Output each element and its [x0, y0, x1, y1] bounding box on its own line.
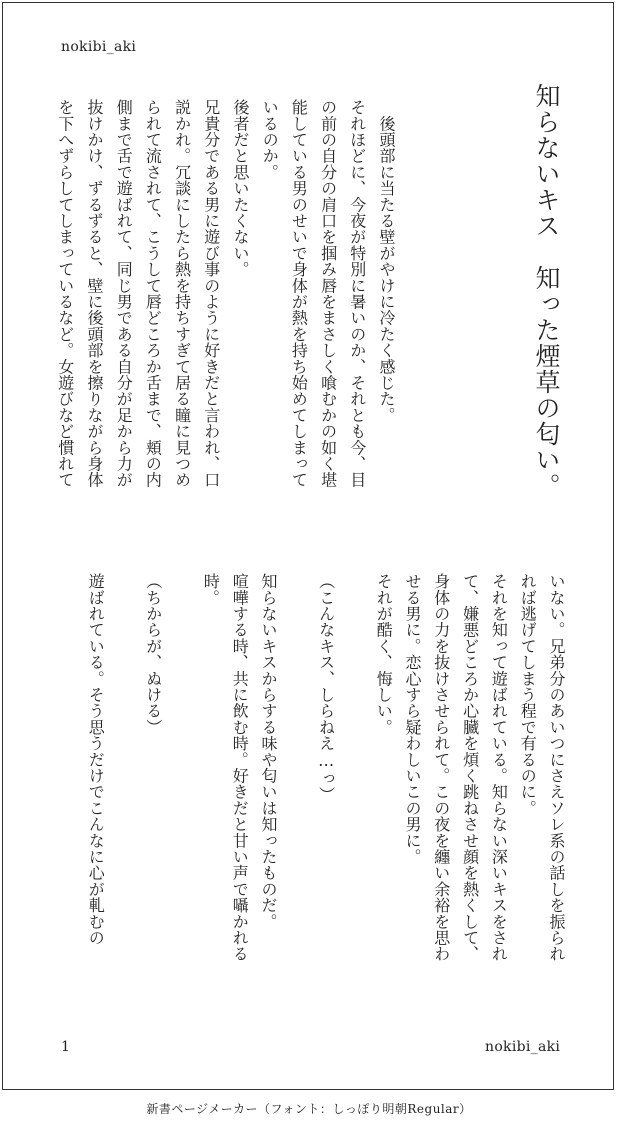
- font-credit: 新書ページメーカー（フォント：しっぽり明朝Regular）: [146, 1102, 472, 1116]
- text-column: 後者だと思いたくない。: [231, 99, 250, 278]
- author-name-footer: nokibi_aki: [485, 1039, 561, 1055]
- text-column: それを知って遊ばれている。知らない深いキスをされ: [489, 573, 509, 962]
- text-column: せる男に。恋心すら疑わしいこの男に。: [403, 573, 422, 865]
- text-column: を下へずらしてしまっているなど。女遊びなど慣れて: [55, 99, 75, 488]
- text-column: 兄貴分である男に遊び事のように好きだと言われ、口: [201, 99, 221, 488]
- text-column: れば逃げてしまう程で有るのに。: [518, 573, 538, 816]
- text-column: の前の自分の肩口を掴み唇をまさしく喰むかの如く堪: [318, 99, 338, 488]
- text-column: て、嫌悪どころか心臓を煩く跳ねさせ顔を熱くして、: [460, 573, 480, 962]
- page-number: 1: [61, 1039, 70, 1055]
- author-name-header: nokibi_aki: [61, 39, 137, 55]
- text-column: 能している男のせいで身体が熱を持ち始めてしまって: [289, 99, 309, 488]
- book-page: [2, 2, 614, 1090]
- text-column: 側まで舌で遊ばれて、同じ男である自分が足から力が: [114, 99, 134, 488]
- text-column: それが酷く、悔しい。: [374, 573, 394, 735]
- text-column: 知らないキスからする味や匂いは知ったものだ。: [259, 573, 278, 930]
- text-column: 遊ばれている。そう思うだけでこんなに心が軋むの: [86, 573, 106, 946]
- text-column: いるのか。: [260, 99, 280, 180]
- text-column: それほどに、今夜が特別に暑いのか、それとも今、目: [347, 99, 367, 488]
- text-column: 説かれ。冗談にしたら熱を持ちすぎて居る瞳に見つめ: [172, 99, 192, 488]
- text-column: られて流されて、こうして唇どころか舌まで、頬の内: [143, 99, 163, 488]
- text-column: （ちからが、ぬける）: [143, 573, 163, 735]
- text-column: （こんなキス、しらねえ…っ）: [316, 573, 336, 803]
- text-column: 後頭部に当たる壁がやけに冷たく感じた。: [377, 99, 396, 423]
- story-title: 知らないキス 知った煙草の匂い。: [532, 83, 561, 499]
- text-column: 身体の力を抜けさせられて。この夜を纏い余裕を思わ: [431, 573, 451, 962]
- text-column: 喧嘩する時、共に飲む時。好きだと甘い声で囁かれる: [230, 573, 250, 962]
- text-column: 抜けかけ、ずるずると、壁に後頭部を擦りながら身体: [85, 99, 104, 488]
- text-column: いない。兄弟分のあいつにさえソレ系の話しを振られ: [547, 573, 566, 962]
- text-column: 時。: [201, 573, 221, 606]
